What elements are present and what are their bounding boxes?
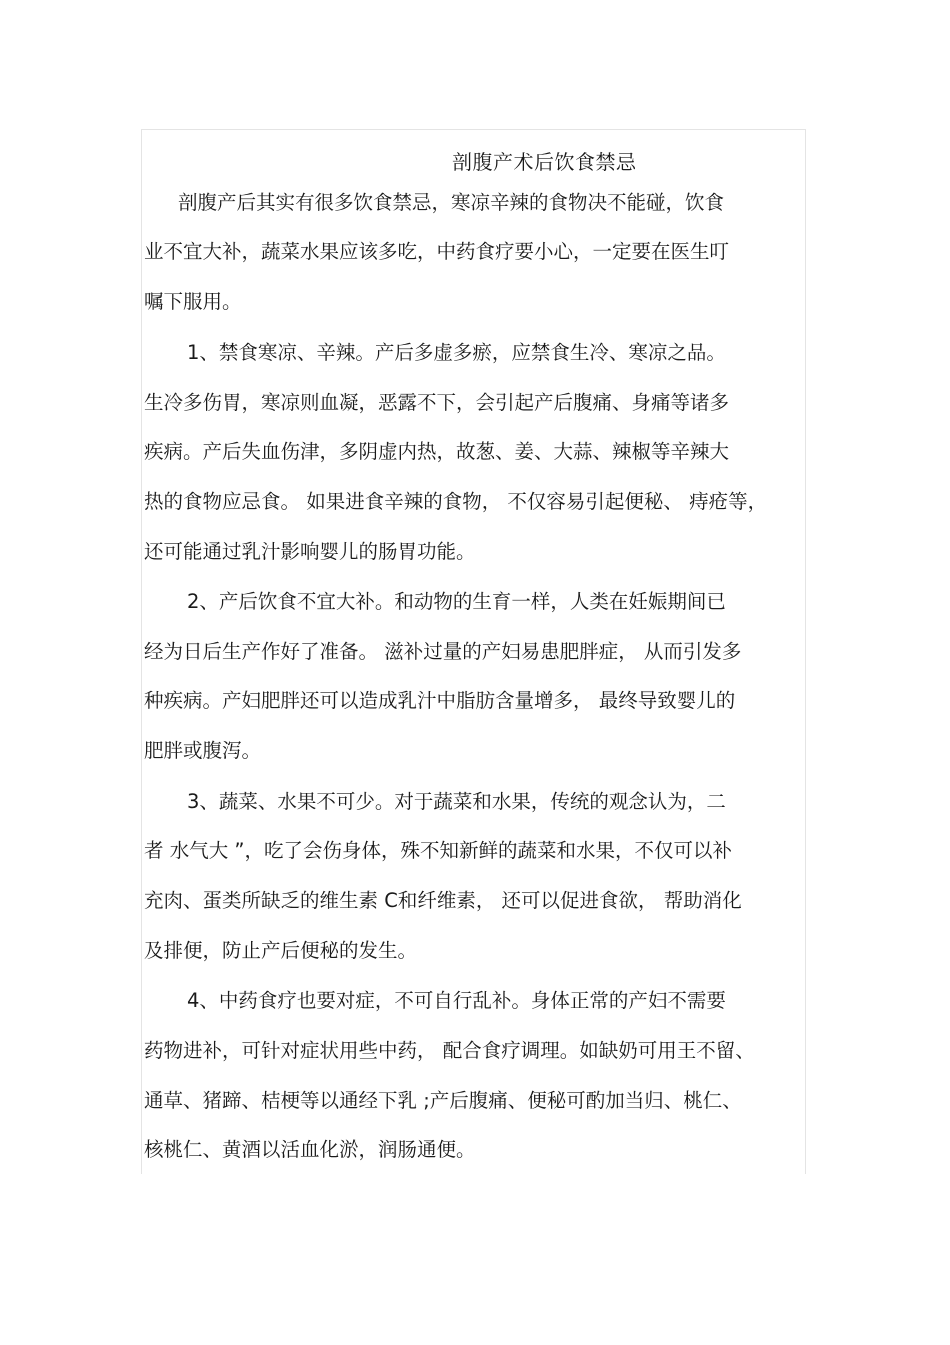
paragraph-line: 种疾病。产妇肥胖还可以造成乳汁中脂肪含量增多， 最终导致婴儿的 xyxy=(144,689,736,712)
paragraph-line: 还可能通过乳汁影响婴儿的肠胃功能。 xyxy=(144,540,476,563)
paragraph-line: 4、中药食疗也要对症，不可自行乱补。身体正常的产妇不需要 xyxy=(187,989,726,1012)
paragraph-line: 1、禁食寒凉、辛辣。产后多虚多瘀，应禁食生冷、寒凉之品。 xyxy=(187,341,726,364)
paragraph-line: 经为日后生产作好了准备。 滋补过量的产妇易患肥胖症， 从而引发多 xyxy=(144,640,742,663)
paragraph-line: 3、蔬菜、水果不可少。对于蔬菜和水果，传统的观念认为，二 xyxy=(187,790,726,813)
paragraph-line: 肥胖或腹泻。 xyxy=(144,739,262,762)
paragraph-line: 充肉、蛋类所缺乏的维生素 C和纤维素， 还可以促进食欲， 帮助消化 xyxy=(144,889,742,912)
paragraph-line: 通草、猪蹄、桔梗等以通经下乳 ;产后腹痛、便秘可酌加当归、桃仁、 xyxy=(144,1089,742,1112)
paragraph-line: 药物进补，可针对症状用些中药， 配合食疗调理。如缺奶可用王不留、 xyxy=(144,1039,755,1062)
paragraph-line: 2、产后饮食不宜大补。和动物的生育一样，人类在妊娠期间已 xyxy=(187,590,726,613)
paragraph-line: 疾病。产后失血伤津，多阴虚内热，故葱、姜、大蒜、辣椒等辛辣大 xyxy=(144,440,730,463)
paragraph-line: 热的食物应忌食。 如果进食辛辣的食物， 不仅容易引起便秘、 痔疮等， xyxy=(144,490,768,513)
paragraph-line: 核桃仁、黄酒以活血化淤，润肠通便。 xyxy=(144,1138,476,1161)
paragraph-line: 嘱下服用。 xyxy=(144,290,242,313)
document-title: 剖腹产术后饮食禁忌 xyxy=(452,150,637,174)
paragraph-line: 业不宜大补，蔬菜水果应该多吃，中药食疗要小心，一定要在医生叮 xyxy=(144,240,730,263)
paragraph-line: 剖腹产后其实有很多饮食禁忌，寒凉辛辣的食物决不能碰，饮食 xyxy=(178,191,725,214)
paragraph-line: 者 水气大 ”，吃了会伤身体，殊不知新鲜的蔬菜和水果，不仅可以补 xyxy=(144,839,732,862)
paragraph-line: 及排便，防止产后便秘的发生。 xyxy=(144,939,418,962)
paragraph-line: 生冷多伤胃，寒凉则血凝，恶露不下，会引起产后腹痛、身痛等诸多 xyxy=(144,391,730,414)
